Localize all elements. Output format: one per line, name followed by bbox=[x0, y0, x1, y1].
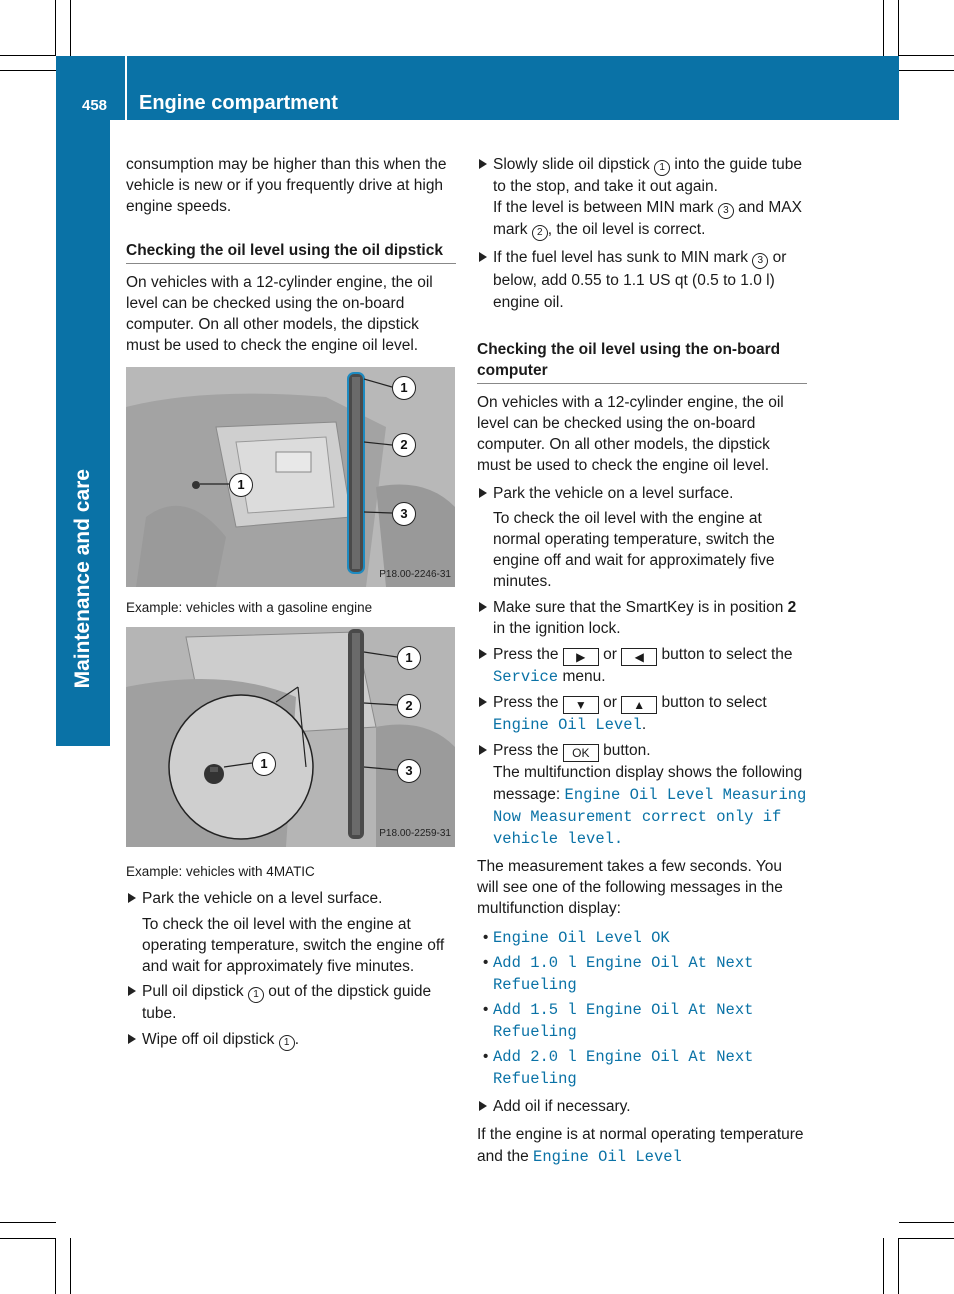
list-item: • Add 2.0 l Engine Oil At Next Refueling bbox=[477, 1046, 807, 1090]
crop-mark bbox=[899, 70, 954, 71]
callout-ref: 1 bbox=[654, 160, 670, 176]
callout-2: 2 bbox=[397, 694, 421, 718]
callout-1: 1 bbox=[397, 646, 421, 670]
crop-mark bbox=[55, 1238, 56, 1294]
step-note: If the level is between MIN mark 3 and MAX mark 2 , the oil level is correct. bbox=[477, 197, 807, 241]
list-item: • Engine Oil Level OK bbox=[477, 927, 807, 949]
ok-button-key: OK bbox=[563, 744, 599, 762]
paragraph: The measurement takes a few seconds. You will see one of the following messages in the multifunction display: bbox=[477, 857, 783, 918]
display-text: Engine Oil Level bbox=[493, 715, 642, 734]
crop-mark bbox=[70, 0, 71, 56]
step-note: To check the oil level with the engine at operating temperature, switch the engine off and wait for approximately five minutes. bbox=[142, 916, 445, 976]
step: Add oil if necessary. bbox=[477, 1096, 807, 1117]
step-note: The multifunction display shows the following message: Engine Oil Level Measuring Now Measurement correct only if vehicle level. bbox=[493, 763, 807, 848]
crop-mark bbox=[0, 70, 56, 71]
step: Make sure that the SmartKey is in position 2 in the ignition lock. bbox=[477, 597, 807, 639]
page-number: 458 bbox=[82, 97, 108, 114]
step-note: To check the oil level with the engine at normal operating temperature, switch the engine off and wait for approximately five minutes. bbox=[493, 509, 775, 591]
engine-figure-4matic bbox=[126, 627, 455, 847]
section-heading: Checking the oil level using the on-board computer bbox=[477, 339, 807, 384]
list-item: • Add 1.0 l Engine Oil At Next Refueling bbox=[477, 952, 807, 996]
crop-mark bbox=[898, 1238, 899, 1294]
callout-1: 1 bbox=[392, 376, 416, 400]
page-title: Engine compartment bbox=[139, 92, 338, 114]
step: Press the OK button. bbox=[477, 740, 807, 762]
crop-mark bbox=[70, 1238, 71, 1294]
step: Park the vehicle on a level surface. bbox=[477, 483, 807, 504]
callout-3: 3 bbox=[397, 759, 421, 783]
callout-1: 1 bbox=[252, 752, 276, 776]
callout-ref: 1 bbox=[279, 1035, 295, 1051]
engine-figure-gasoline bbox=[126, 367, 455, 587]
paragraph: If the engine is at normal operating temperature and the Engine Oil Level bbox=[477, 1125, 804, 1166]
crop-mark bbox=[899, 1238, 954, 1239]
crop-mark bbox=[883, 1238, 884, 1294]
right-button-key: ▶ bbox=[563, 648, 599, 666]
figure-caption: Example: vehicles with 4MATIC bbox=[126, 863, 315, 879]
display-text: Service bbox=[493, 667, 559, 686]
crop-mark bbox=[883, 0, 884, 56]
display-text: Engine Oil Level bbox=[533, 1147, 682, 1166]
callout-ref: 3 bbox=[752, 253, 768, 269]
figure-caption: Example: vehicles with a gasoline engine bbox=[126, 600, 373, 616]
callout-ref: 1 bbox=[248, 987, 264, 1003]
step: Wipe off oil dipstick 1 . bbox=[126, 1029, 456, 1051]
crop-mark bbox=[55, 0, 56, 56]
intro-text: consumption may be higher than this when the vehicle is new or if you frequently drive at high engine speeds. bbox=[126, 156, 447, 216]
callout-2: 2 bbox=[392, 433, 416, 457]
paragraph: On vehicles with a 12-cylinder engine, the oil level can be checked using the on-board computer. On all other models, the dipstick must be used to check the engine oil level. bbox=[477, 393, 784, 475]
step: Press the ▼ or ▲ button to select Engine Oil Level. bbox=[477, 692, 807, 736]
crop-mark bbox=[0, 1222, 56, 1223]
crop-mark bbox=[0, 55, 56, 56]
message-list bbox=[477, 927, 807, 1090]
crop-mark bbox=[0, 1238, 56, 1239]
step: Press the ▶ or ◀ button to select the Service menu. bbox=[477, 644, 807, 688]
list-item: • Add 1.5 l Engine Oil At Next Refueling bbox=[477, 999, 807, 1043]
left-button-key: ◀ bbox=[621, 648, 657, 666]
crop-mark bbox=[899, 55, 954, 56]
column-left bbox=[126, 154, 456, 1051]
column-right bbox=[477, 154, 807, 1168]
figure-code: P18.00-2246-31 bbox=[379, 569, 451, 581]
callout-ref: 3 bbox=[718, 203, 734, 219]
crop-mark bbox=[899, 1222, 954, 1223]
step: Slowly slide oil dipstick 1 into the guide tube to the stop, and take it out again. bbox=[477, 154, 807, 197]
callout-1: 1 bbox=[229, 473, 253, 497]
display-text: Engine Oil Level Measuring Now Measurement correct only if vehicle level. bbox=[493, 785, 807, 848]
step: If the fuel level has sunk to MIN mark 3 or below, add 0.55 to 1.1 US qt (0.5 to 1.0 l) engine oil. bbox=[477, 247, 807, 315]
up-button-key: ▲ bbox=[621, 696, 657, 714]
callout-3: 3 bbox=[392, 502, 416, 526]
section-tab-label: Maintenance and care bbox=[71, 468, 94, 688]
section-tab-label-wrap bbox=[56, 120, 110, 746]
down-button-key: ▼ bbox=[563, 696, 599, 714]
figure-code: P18.00-2259-31 bbox=[379, 828, 451, 840]
header-divider bbox=[125, 56, 127, 120]
engine-illustration bbox=[126, 367, 455, 587]
step: Pull oil dipstick 1 out of the dipstick guide tube. bbox=[126, 981, 456, 1024]
step: Park the vehicle on a level surface. bbox=[126, 888, 456, 909]
crop-mark bbox=[898, 0, 899, 56]
section-heading: Checking the oil level using the oil dipstick bbox=[126, 240, 456, 264]
callout-ref: 2 bbox=[532, 225, 548, 241]
paragraph: On vehicles with a 12-cylinder engine, the oil level can be checked using the on-board computer. On all other models, the dipstick must be used to check the engine oil level. bbox=[126, 273, 433, 355]
